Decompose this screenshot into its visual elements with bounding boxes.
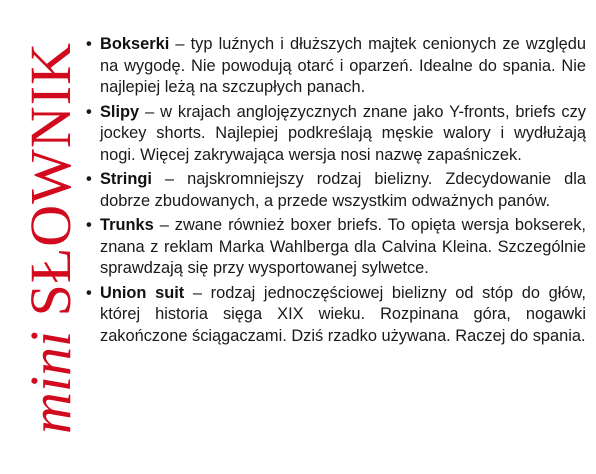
entry-definition: rodzaj jednoczęściowej bielizny od stóp do głów, której historia sięga XIX wieku. Rozpinana góra, nogawki zakończone ściągaczami. Dziś rzadko używana. Raczej do spania. — [100, 283, 586, 345]
glossary-entry — [86, 169, 586, 212]
entry-definition: zwane również boxer briefs. To opięta wersja bokserek, znana z reklam Marka Wahlberga dla Calvina Kleina. Szczególnie sprawdzają się przy wysportowanej sylwetce. — [100, 216, 586, 277]
glossary-entry — [86, 215, 586, 280]
entry-dash: – — [169, 35, 191, 53]
entry-term: Stringi — [100, 170, 152, 188]
bullet-icon: • — [86, 102, 92, 121]
entry-dash: – — [184, 283, 211, 302]
bullet-icon: • — [86, 35, 92, 53]
entry-term: Bokserki — [100, 35, 170, 53]
entry-definition: typ luźnych i dłuższych majtek cenionych ze względu na wygodę. Nie powodują otarć i oparzeń. Idealne do spania. Nie najlepiej leżą na szczupłych panach. — [100, 35, 586, 96]
bullet-icon: • — [86, 283, 92, 302]
entry-term: Trunks — [100, 216, 154, 234]
entry-definition: w krajach anglojęzycznych znane jako Y-fronts, briefs czy jockey shorts. Najlepiej podkreślają męskie walory i wydłużają nogi. Więcej zakrywająca wersja nosi nazwę zapaśniczek. — [100, 102, 586, 164]
bullet-icon: • — [86, 170, 92, 188]
bullet-icon: • — [86, 216, 92, 234]
entry-term: Union suit — [100, 283, 185, 302]
side-title-mini: mini — [18, 330, 83, 435]
entry-definition: najskromniejszy rodzaj bielizny. Zdecydowanie dla dobrze zbudowanych, a przede wszystkim odważnych panów. — [100, 170, 586, 210]
side-title — [18, 18, 84, 458]
glossary-entry — [86, 283, 586, 348]
side-title-main: SŁOWNIK — [18, 41, 83, 317]
glossary-list — [86, 34, 586, 350]
entry-term: Slipy — [100, 102, 140, 121]
side-title-text — [18, 41, 83, 435]
glossary-entry — [86, 102, 586, 167]
entry-dash: – — [151, 170, 188, 188]
glossary-entry — [86, 34, 586, 99]
entry-dash: – — [153, 216, 175, 234]
entry-dash: – — [139, 102, 161, 121]
